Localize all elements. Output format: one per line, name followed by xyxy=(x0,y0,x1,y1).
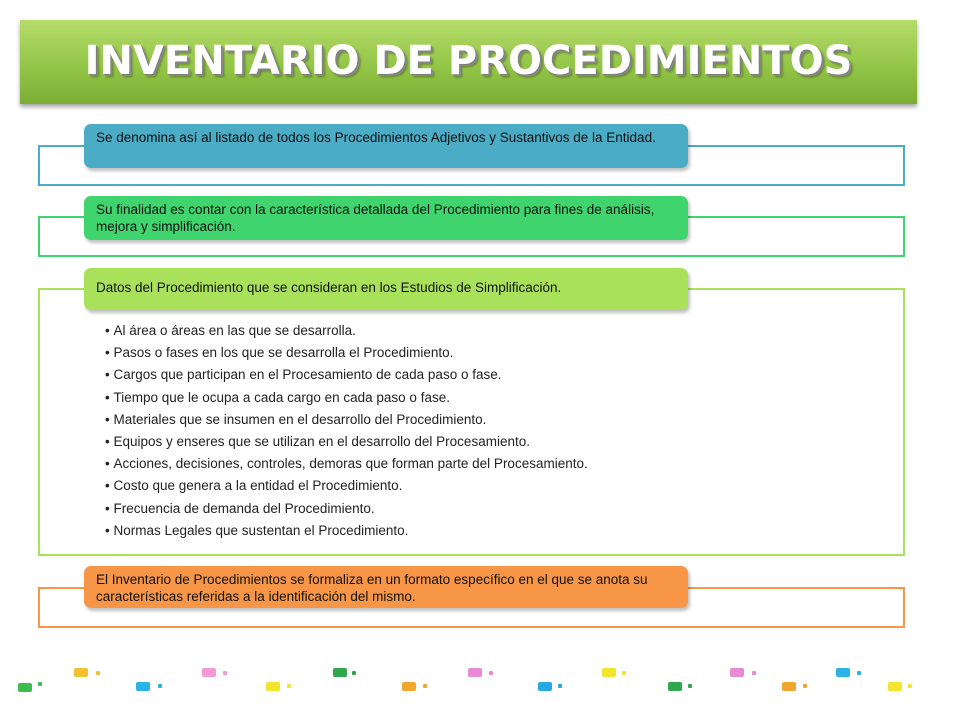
confetti-piece xyxy=(223,671,227,675)
confetti-piece xyxy=(158,684,162,688)
confetti-piece xyxy=(468,668,482,677)
procedure-data-list xyxy=(105,320,588,542)
list-item: • Pasos o fases en los que se desarrolla el Procedimiento. xyxy=(105,342,588,364)
confetti-piece xyxy=(538,682,552,691)
list-item: • Acciones, decisiones, controles, demoras que forman parte del Procesamiento. xyxy=(105,453,588,475)
confetti-piece xyxy=(287,684,291,688)
confetti-piece xyxy=(74,668,88,677)
confetti-piece xyxy=(668,682,682,691)
confetti-piece xyxy=(402,682,416,691)
confetti-piece xyxy=(688,684,692,688)
formalization-box: El Inventario de Procedimientos se formaliza en un formato específico en el que se anota su características referidas a la identificación del mismo. xyxy=(84,566,688,608)
confetti-piece xyxy=(136,682,150,691)
list-item: • Frecuencia de demanda del Procedimiento. xyxy=(105,498,588,520)
procedure-data-box: Datos del Procedimiento que se consideran en los Estudios de Simplificación. xyxy=(84,268,688,310)
confetti-piece xyxy=(730,668,744,677)
confetti-piece xyxy=(202,668,216,677)
confetti-piece xyxy=(803,684,807,688)
confetti-piece xyxy=(782,682,796,691)
list-item: • Tiempo que le ocupa a cada cargo en cada paso o fase. xyxy=(105,387,588,409)
confetti-piece xyxy=(752,671,756,675)
purpose-box: Su finalidad es contar con la característica detallada del Procedimiento para fines de análisis, mejora y simplificación. xyxy=(84,196,688,240)
confetti-piece xyxy=(558,684,562,688)
confetti-piece xyxy=(96,671,100,675)
confetti-piece xyxy=(266,682,280,691)
list-item: • Materiales que se insumen en el desarrollo del Procedimiento. xyxy=(105,409,588,431)
list-item: • Al área o áreas en las que se desarrolla. xyxy=(105,320,588,342)
confetti-piece xyxy=(333,668,347,677)
confetti-piece xyxy=(857,671,861,675)
confetti-piece xyxy=(836,668,850,677)
definition-box: Se denomina así al listado de todos los Procedimientos Adjetivos y Sustantivos de la Entidad. xyxy=(84,124,688,168)
confetti-piece xyxy=(489,671,493,675)
list-item: • Cargos que participan en el Procesamiento de cada paso o fase. xyxy=(105,364,588,386)
list-item: • Costo que genera a la entidad el Procedimiento. xyxy=(105,475,588,497)
confetti-piece xyxy=(352,671,356,675)
confetti-piece xyxy=(602,668,616,677)
confetti-piece xyxy=(423,684,427,688)
page-title: INVENTARIO DE PROCEDIMIENTOS xyxy=(84,38,853,84)
confetti-piece xyxy=(622,671,626,675)
list-item: • Equipos y enseres que se utilizan en el desarrollo del Procesamiento. xyxy=(105,431,588,453)
confetti-piece xyxy=(38,682,42,686)
list-item: • Normas Legales que sustentan el Procedimiento. xyxy=(105,520,588,542)
title-banner xyxy=(20,20,917,104)
confetti-piece xyxy=(18,683,32,692)
confetti-piece xyxy=(908,684,912,688)
confetti-piece xyxy=(888,682,902,691)
